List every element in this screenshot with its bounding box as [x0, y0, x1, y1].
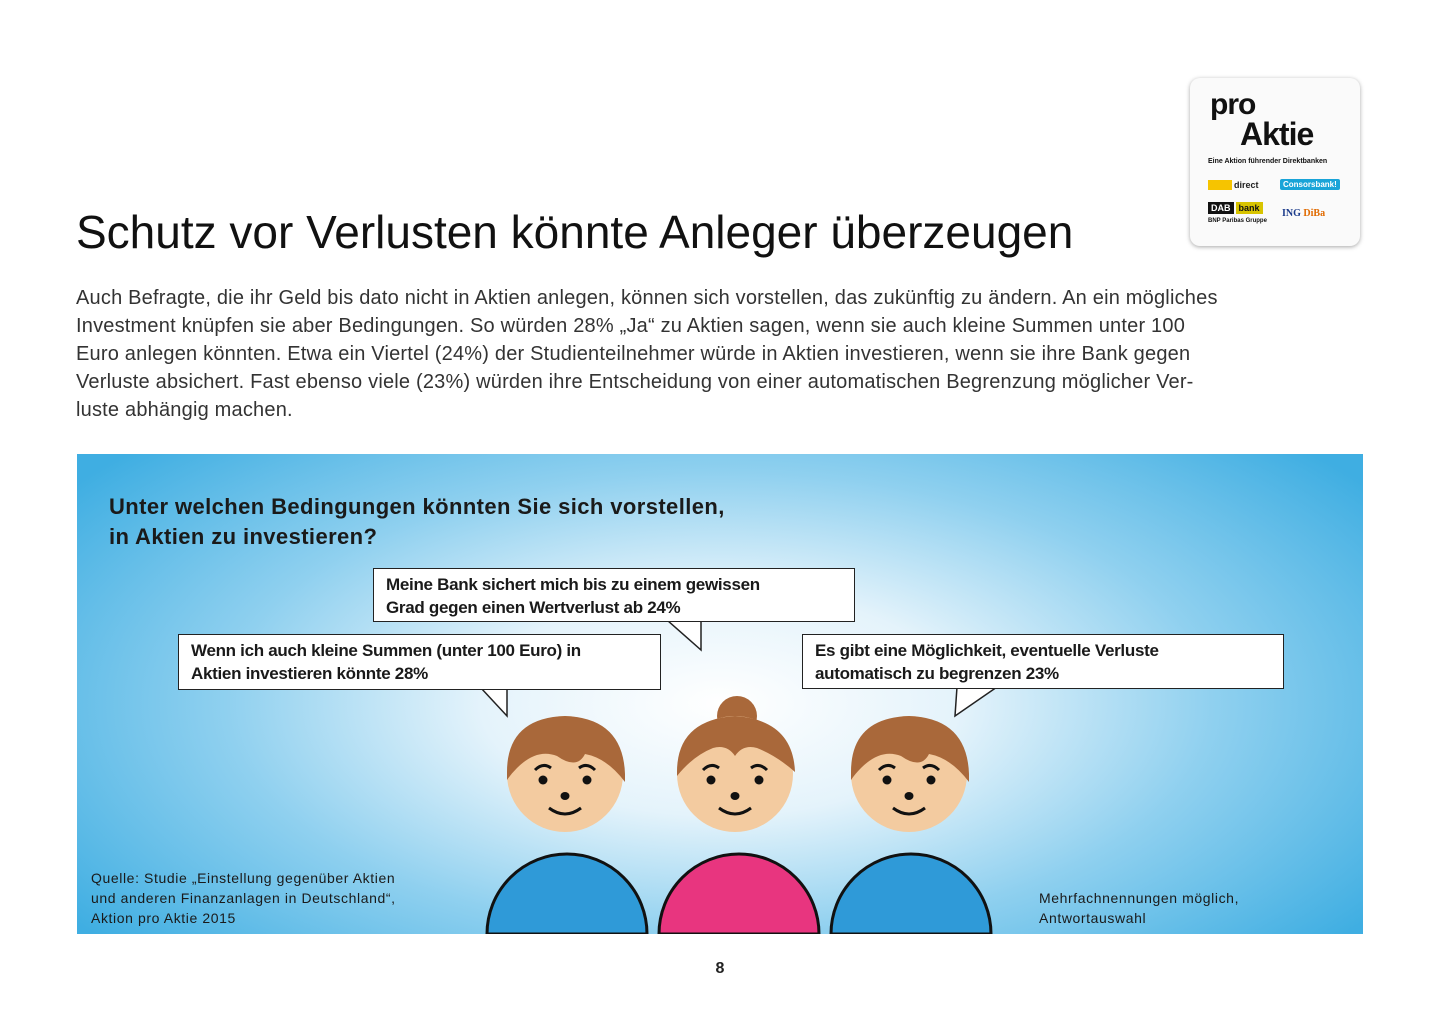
bubble-line: Es gibt eine Möglichkeit, eventuelle Verluste [815, 641, 1159, 660]
speech-bubble-loss-limit [802, 634, 1284, 689]
intro-line: luste abhängig machen. [76, 399, 293, 421]
pro-aktie-logo [1190, 78, 1360, 246]
bubble-line: Meine Bank sichert mich bis zu einem gewissen [386, 575, 760, 594]
intro-line: Auch Befragte, die ihr Geld bis dato nicht in Aktien anlegen, können sich vorstellen, das zukünftig zu ändern. An ein mögliches [76, 287, 1218, 309]
speech-bubble-bank-protection [373, 568, 855, 622]
source-note [91, 868, 491, 928]
intro-line: Investment knüpfen sie aber Bedingungen. So würden 28% „Ja“ zu Aktien sagen, wenn sie auch kleine Summen unter 100 [76, 315, 1186, 337]
ing-diba-logo [1282, 208, 1325, 219]
bubble-line: Wenn ich auch kleine Summen (unter 100 Euro) in [191, 641, 581, 660]
ing-mark: ING [1282, 208, 1301, 219]
intro-line: Euro anlegen könnten. Etwa ein Viertel (24%) der Studienteilnehmer würde in Aktien investieren, wenn sie ihre Bank gegen [76, 343, 1191, 365]
answer-note [1039, 888, 1359, 928]
person-illustration-left [477, 704, 657, 934]
shirt-pink [659, 854, 819, 934]
bubble-line: automatisch zu begrenzen 23% [815, 664, 1059, 683]
bubble-tail-middle [667, 620, 701, 650]
logo-word-aktie: Aktie [1240, 116, 1314, 152]
intro-paragraph [76, 284, 1366, 424]
note-line: Mehrfachnennungen möglich, [1039, 890, 1240, 906]
question-line: in Aktien zu investieren? [109, 524, 378, 549]
consorsbank-logo: Consorsbank! [1280, 179, 1340, 190]
person-illustration-right [823, 704, 1003, 934]
shirt-blue [831, 854, 991, 934]
page-number: 8 [715, 960, 725, 977]
source-line: Aktion pro Aktie 2015 [91, 910, 236, 926]
comdirect-logo: direct [1208, 180, 1259, 190]
shirt-blue [487, 854, 647, 934]
dab-mark: DAB [1208, 202, 1234, 214]
person-illustration-middle [647, 690, 827, 934]
survey-panel [77, 454, 1363, 934]
source-line: Quelle: Studie „Einstellung gegenüber Aktien [91, 870, 396, 886]
speech-bubble-small-sums [178, 634, 661, 690]
dab-bank-mark: bank [1236, 202, 1263, 214]
logo-word-pro: pro [1210, 88, 1256, 121]
intro-line: Verluste absichert. Fast ebenso viele (23%) würden ihre Entscheidung von einer automatischen Begrenzung möglicher Ver- [76, 371, 1194, 393]
question-line: Unter welchen Bedingungen könnten Sie sich vorstellen, [109, 494, 725, 519]
bubble-line: Grad gegen einen Wertverlust ab 24% [386, 598, 681, 617]
dab-subline: BNP Paribas Gruppe [1208, 218, 1267, 224]
dab-bank-logo [1208, 202, 1263, 214]
logo-tagline: Eine Aktion führender Direktbanken [1208, 158, 1328, 165]
diba-mark: DiBa [1303, 208, 1326, 219]
bubble-line: Aktien investieren könnte 28% [191, 664, 428, 683]
page-title: Schutz vor Verlusten könnte Anleger überzeugen [76, 206, 1074, 258]
note-line: Antwortauswahl [1039, 910, 1147, 926]
source-line: und anderen Finanzanlagen in Deutschland“, [91, 890, 396, 906]
